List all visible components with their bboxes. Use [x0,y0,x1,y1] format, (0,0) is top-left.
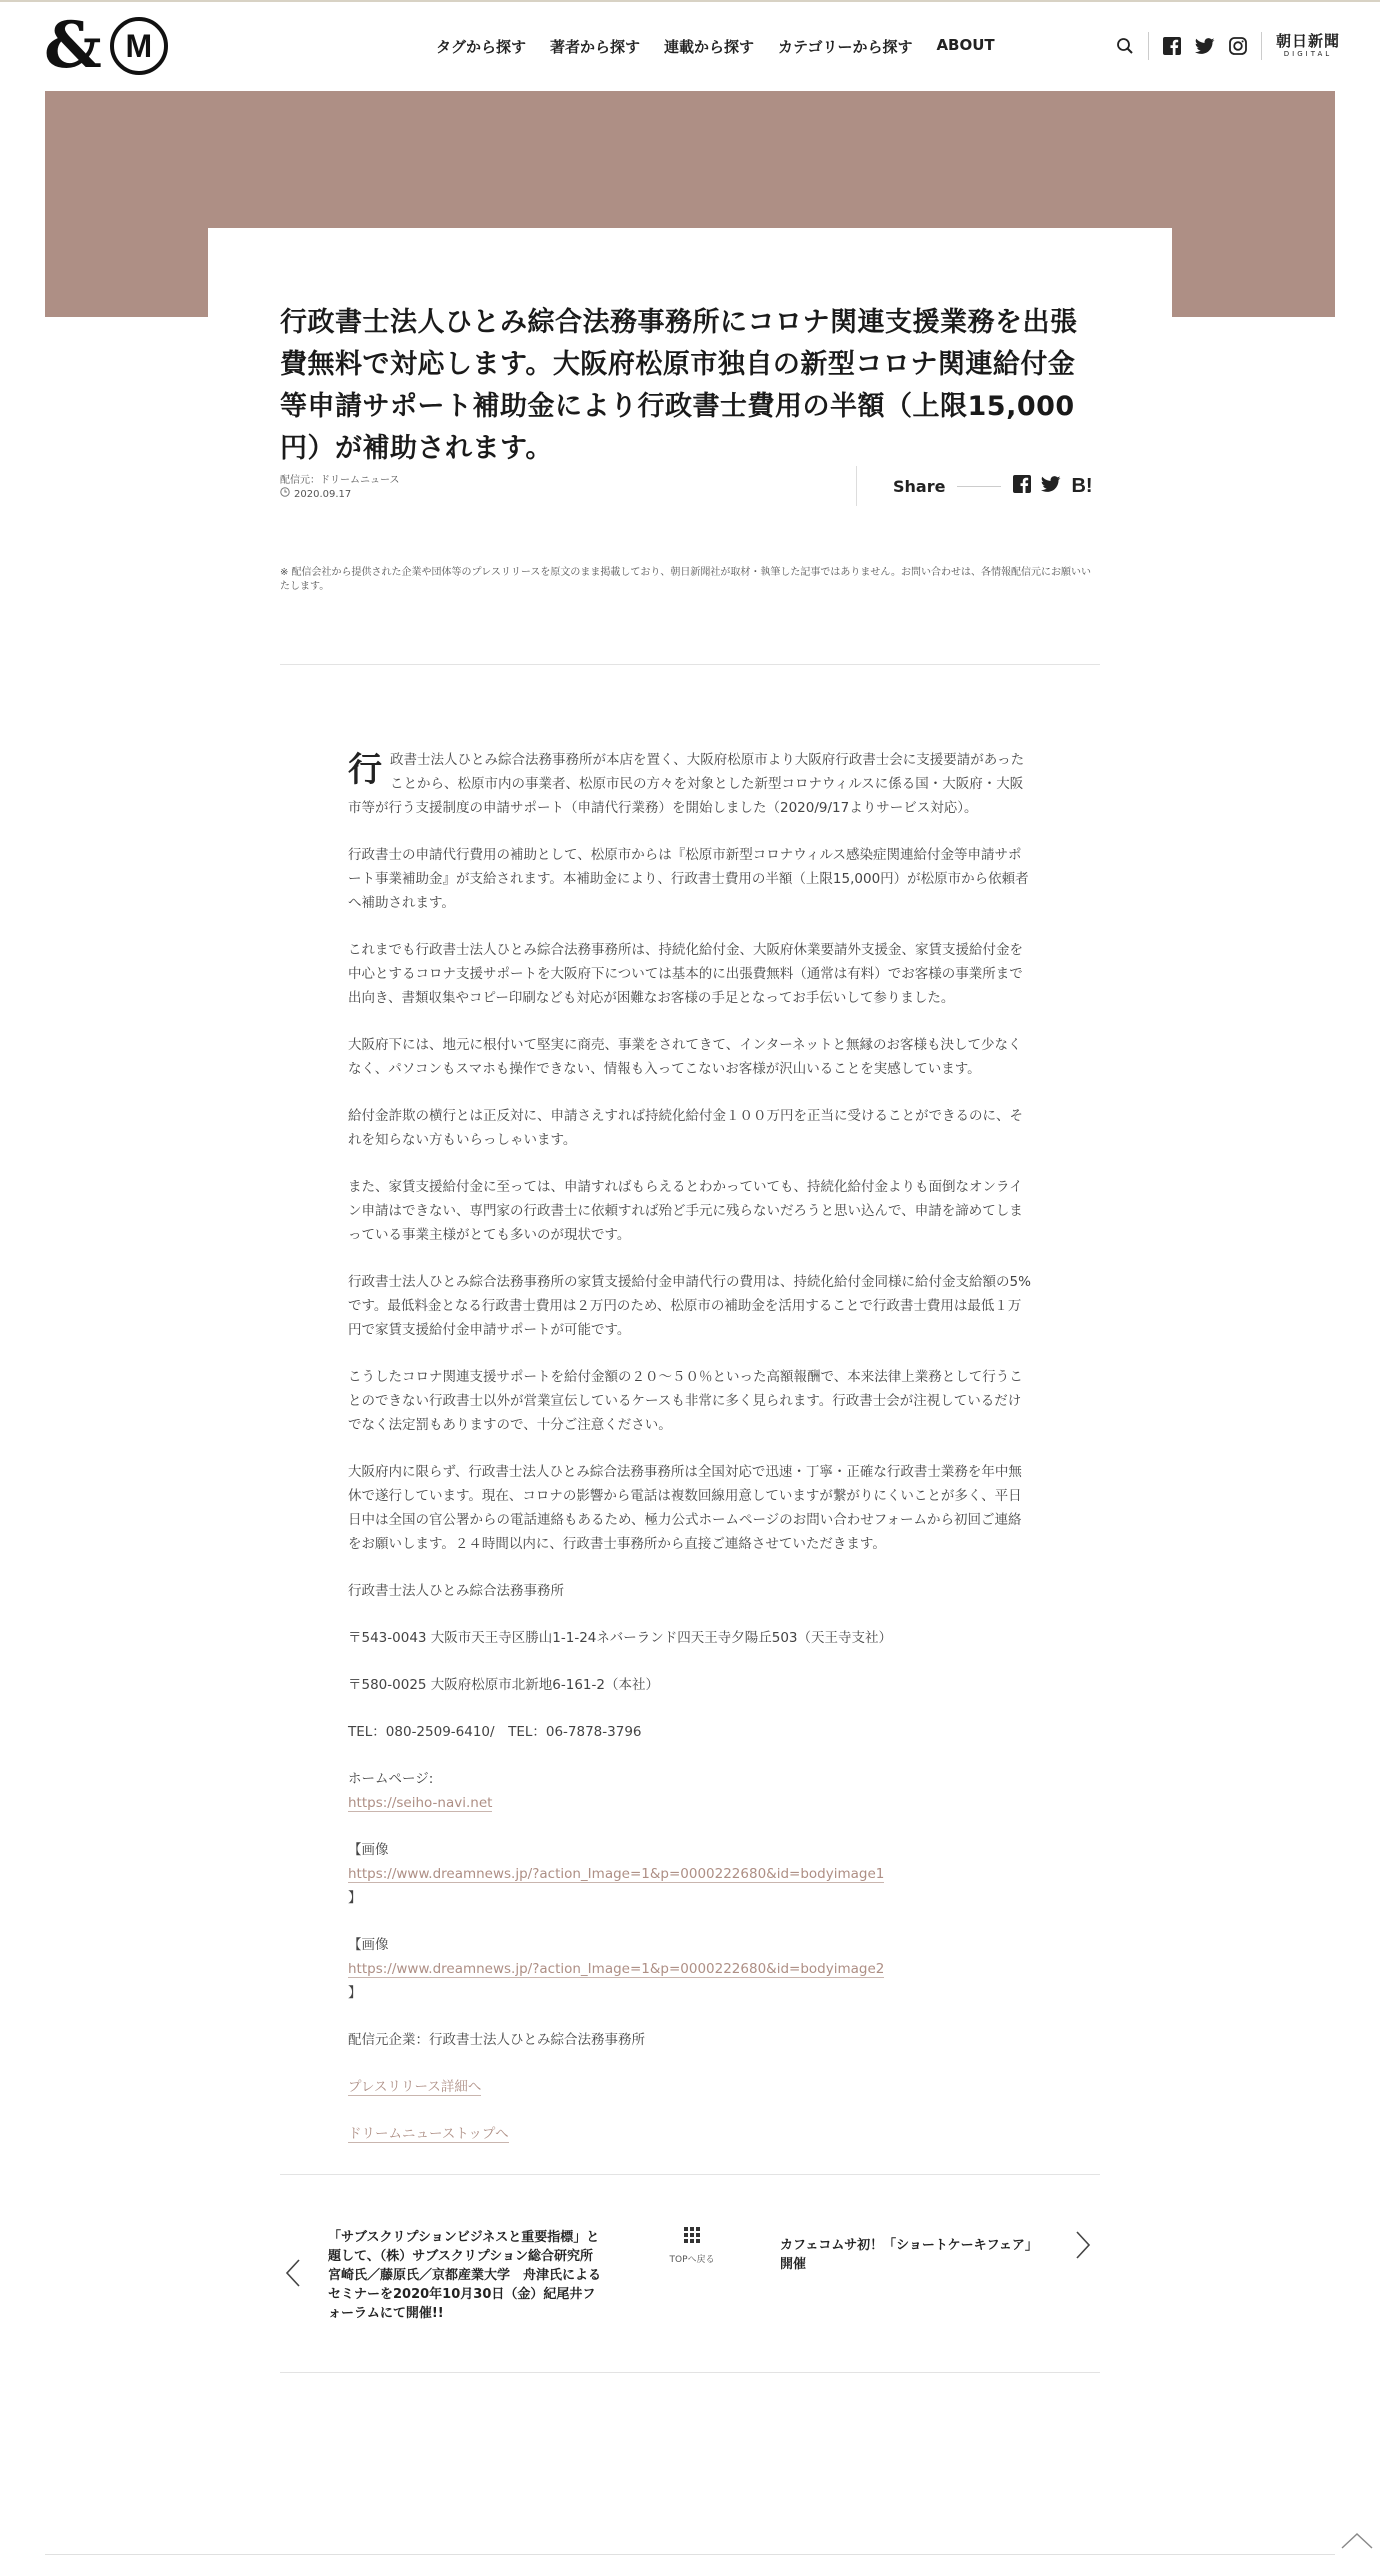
homepage-link[interactable]: https://seiho-navi.net [348,1795,493,1811]
article-date-row [280,487,400,501]
press-release-link[interactable]: プレスリリース詳細へ [348,2079,482,2095]
prev-arrow-icon[interactable] [284,2258,302,2292]
divider-top [280,664,1100,665]
asahi-digital-label: DIGITAL [1283,50,1333,58]
article-body [348,748,1032,2169]
twitter-icon[interactable] [1195,38,1215,55]
body-paragraph: 大阪府下には、地元に根付いて堅実に商売、事業をされてきて、インターネットと無縁のお客様も決して少なくなく、パソコンもスマホも操作できない、情報も入ってこないお客様が沢山いることを実感しています。 [348,1037,1022,1077]
article-meta [280,474,400,501]
facebook-icon[interactable] [1163,37,1181,55]
body-paragraph-1-text: 政書士法人ひとみ綜合法務事務所が本店を置く、大阪府松原市より大阪府行政書士会に支援要請があったことから、松原市内の事業者、松原市民の方々を対象とした新型コロナウィルスに係る国・大阪府・大阪市等が行う支援制度の申請サポート（申請代行業務）を開始しました（2020/9/17よりサービス対応）。 [348,752,1025,816]
drop-cap: 行 [348,750,382,790]
image1-close: 】 [348,1890,362,1906]
header-icons [1116,32,1340,60]
grid-icon [683,2229,701,2248]
homepage-label: ホームページ: [348,1771,434,1787]
nav-item-series[interactable]: 連載から探す [664,38,755,56]
dreamnews-link-row [348,2122,1032,2146]
header-divider [1148,32,1149,60]
nav-item-authors[interactable]: 著者から探す [550,38,641,56]
header-divider [1261,32,1262,60]
article-source: 配信元：ドリームニュース [280,475,400,486]
article-title: 行政書士法人ひとみ綜合法務事務所にコロナ関連支援業務を出張費無料で対応します。大阪府松原市独自の新型コロナ関連給付金等申請サポート補助金により行政書士費用の半額（上限15,000円）が補助されます。 [280,307,1078,464]
share-icons [1013,475,1092,498]
asahi-digital-logo[interactable] [1276,34,1340,58]
image1-link[interactable]: https://www.dreamnews.jp/?action_Image=1&p=0000222680&id=bodyimage1 [348,1866,885,1882]
nav-item-categories[interactable]: カテゴリーから探す [778,38,913,56]
asahi-name: 朝日新聞 [1275,32,1340,50]
body-paragraph: こうしたコロナ関連支援サポートを給付金額の２０～５０％といった高額報酬で、本来法律上業務として行うことのできない行政書士以外が営業宣伝しているケースも非常に多く見られます。行政書士会が注視しているだけでなく法定罰もありますので、十分ご注意ください。 [348,1369,1023,1433]
search-icon[interactable] [1116,37,1134,55]
next-article-link[interactable]: カフェコムサ初！「ショートケーキフェア」開催 [780,2238,1038,2272]
share-bar [856,466,1100,506]
article-pagination [280,2216,1100,2326]
article-date: 2020.09.17 [294,488,352,500]
image2-close: 】 [348,1985,362,2001]
scroll-to-top-icon[interactable] [1340,2530,1374,2554]
logo-m-circle: M [110,17,168,75]
company-name: 行政書士法人ひとみ綜合法務事務所 [348,1583,564,1599]
logo-ampersand: & [44,8,102,83]
footer-divider [45,2554,1335,2555]
nav-item-about[interactable]: ABOUT [936,36,995,54]
dreamnews-top-link[interactable]: ドリームニューストップへ [348,2126,509,2142]
body-paragraph: 行政書士法人ひとみ綜合法務事務所の家賃支援給付金申請代行の費用は、持続化給付金同様に給付金支給額の5%です。最低料金となる行政書士費用は２万円のため、松原市の補助金を活用することで行政書士費用は最低１万円で家賃支援給付金申請サポートが可能です。 [348,1274,1031,1338]
share-twitter-icon[interactable] [1041,476,1061,497]
body-paragraph: これまでも行政書士法人ひとみ綜合法務事務所は、持続化給付金、大阪府休業要請外支援金、家賃支援給付金を中心とするコロナ支援サポートを大阪府下については基本的に出張費無料（通常は有料）でお客様の事業所まで出向き、書類収集やコピー印刷なども対応が困難なお客様の手足となってお手伝いして参りました。 [348,942,1023,1006]
homepage-block [348,1767,1032,1815]
image1-open: 【画像 [348,1842,389,1858]
share-facebook-icon[interactable] [1013,475,1031,497]
distributor: 配信元企業：行政書士法人ひとみ綜合法務事務所 [348,2032,645,2048]
image2-block [348,1933,1032,2005]
site-header [0,2,1380,90]
back-to-top-label: TOPへ戻る [669,2255,715,2265]
share-label: Share [893,476,946,496]
address-tennoji: 〒543-0043 大阪市天王寺区勝山1-1-24ネバーランド四天王寺夕陽丘503（天王寺支社） [348,1630,893,1646]
press-release-disclaimer: ※ 配信会社から提供された企業や団体等のプレスリリースを原文のまま掲載しており、朝日新聞社が取材・執筆した記事ではありません。お問い合わせは、各情報配信元にお願いいたします。 [280,567,1091,592]
global-nav [436,36,995,57]
image2-link[interactable]: https://www.dreamnews.jp/?action_Image=1&p=0000222680&id=bodyimage2 [348,1961,885,1977]
press-link-row [348,2075,1032,2099]
body-paragraph: また、家賃支援給付金に至っては、申請すればもらえるとわかっていても、持続化給付金よりも面倒なオンライン申請はできない、専門家の行政書士に依頼すれば殆ど手元に残らないだろうと思い込んで、申請を諦めてしまっている事業主様がとても多いのが現状です。 [348,1179,1023,1243]
address-matsubara: 〒580-0025 大阪府松原市北新地6-161-2（本社） [348,1677,659,1693]
site-logo[interactable] [44,8,168,83]
nav-item-tags[interactable]: タグから探す [436,38,527,56]
divider-pagination-top [280,2174,1100,2175]
divider-pagination-bottom [280,2372,1100,2373]
image1-block [348,1838,1032,1910]
phone-numbers: TEL：080-2509-6410/ TEL：06-7878-3796 [348,1724,642,1740]
prev-article-link[interactable]: 「サブスクリプションビジネスと重要指標」と題して、（株）サブスクリプション総合研究所 宮崎氏／藤原氏／京都産業大学 舟津氏によるセミナーを2020年10月30日（金）紀尾井フォーラムにて開催!! [328,2230,606,2321]
share-divider [957,486,1001,487]
clock-icon [280,487,290,501]
share-hatena-icon[interactable]: B! [1071,474,1093,497]
next-arrow-icon[interactable] [1074,2230,1092,2264]
back-to-top-link[interactable] [662,2226,722,2265]
body-paragraph: 行政書士の申請代行費用の補助として、松原市からは『松原市新型コロナウィルス感染症関連給付金等申請サポート事業補助金』が支給されます。本補助金により、行政書士費用の半額（上限15,000円）が松原市から依頼者へ補助されます。 [348,847,1029,911]
body-paragraph-1 [348,748,1032,820]
image2-open: 【画像 [348,1937,389,1953]
body-paragraph: 給付金詐欺の横行とは正反対に、申請さえすれば持続化給付金１００万円を正当に受けることができるのに、それを知らない方もいらっしゃいます。 [348,1108,1023,1148]
instagram-icon[interactable] [1229,37,1247,55]
body-paragraph: 大阪府内に限らず、行政書士法人ひとみ綜合法務事務所は全国対応で迅速・丁寧・正確な行政書士業務を年中無休で遂行しています。現在、コロナの影響から電話は複数回線用意していますが繋がりにくいことが多く、平日日中は全国の官公署からの電話連絡もあるため、極力公式ホームページのお問い合わせフォームから初回ご連絡をお願いします。２４時間以内に、行政書士事務所から直接ご連絡させていただきます。 [348,1464,1022,1552]
